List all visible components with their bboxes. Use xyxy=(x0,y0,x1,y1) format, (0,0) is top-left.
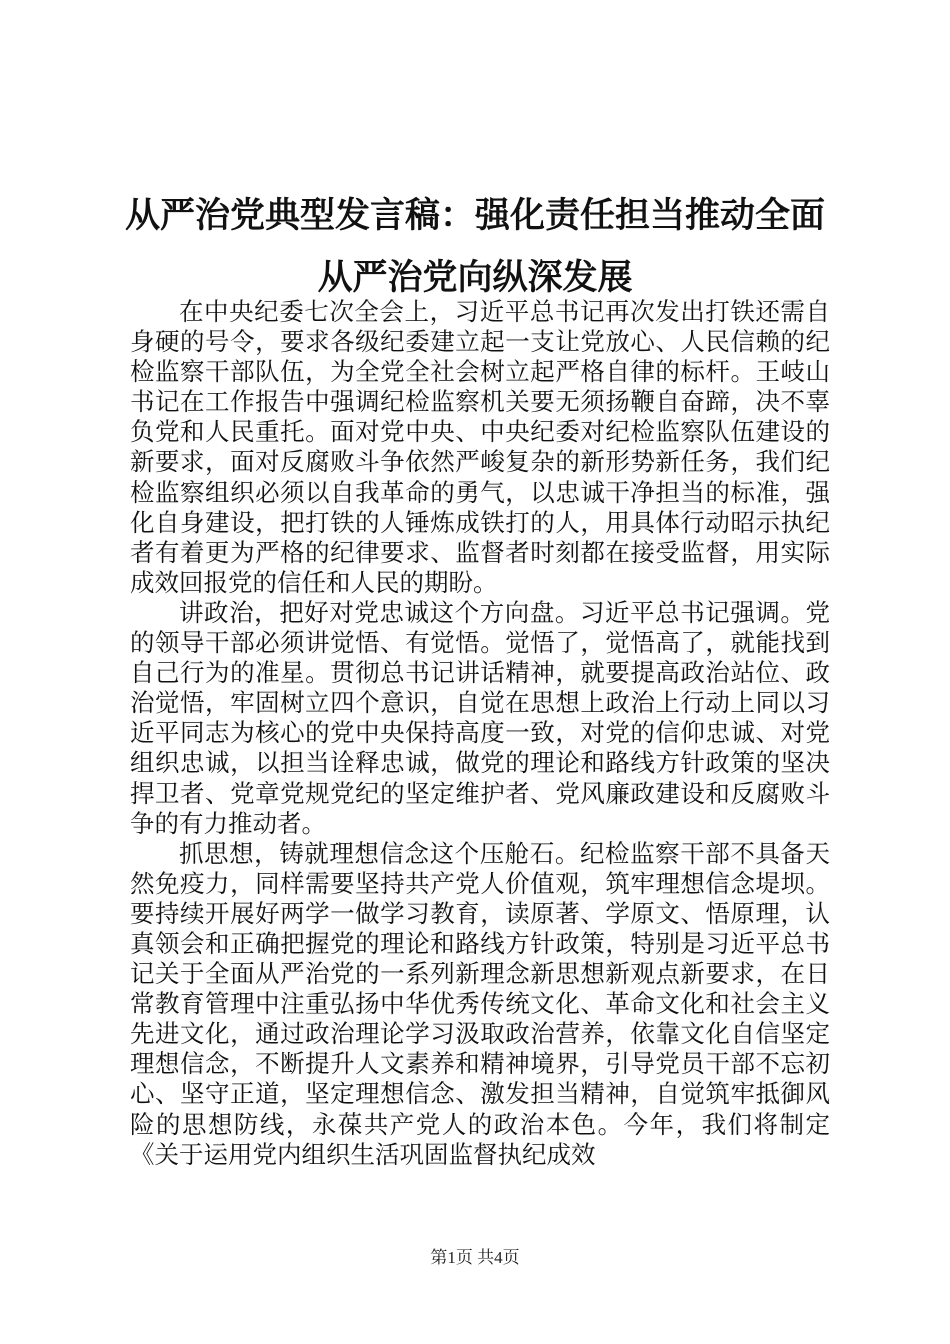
document-title-line-2: 从严治党向纵深发展 xyxy=(317,257,633,298)
document-body xyxy=(130,297,830,1170)
document-title-line-1: 从严治党典型发言稿：强化责任担当推动全面 xyxy=(124,195,825,236)
paragraph-1: 在中央纪委七次全会上，习近平总书记再次发出打铁还需自身硬的号令，要求各级纪委建立起一支让党放心、人民信赖的纪检监察干部队伍，为全党全社会树立起严格自律的标杆。王岐山书记在工作报告中强调纪检监察机关要无须扬鞭自奋蹄，决不辜负党和人民重托。面对党中央、中央纪委对纪检监察队伍建设的新要求，面对反腐败斗争依然严峻复杂的新形势新任务，我们纪检监察组织必须以自我革命的勇气，以忠诚干净担当的标准，强化自身建设，把打铁的人锤炼成铁打的人，用具体行动昭示执纪者有着更为严格的纪律要求、监督者时刻都在接受监督，用实际成效回报党的信任和人民的期盼。 xyxy=(130,297,830,597)
page-number-footer: 第1页 共4页 xyxy=(430,1248,520,1267)
paragraph-3: 抓思想，铸就理想信念这个压舱石。纪检监察干部不具备天然免疫力，同样需要坚持共产党人价值观，筑牢理想信念堤坝。要持续开展好两学一做学习教育，读原著、学原文、悟原理，认真领会和正确把握党的理论和路线方针政策，特别是习近平总书记关于全面从严治党的一系列新理念新思想新观点新要求，在日常教育管理中注重弘扬中华优秀传统文化、革命文化和社会主义先进文化，通过政治理论学习汲取政治营养，依靠文化自信坚定理想信念，不断提升人文素养和精神境界，引导党员干部不忘初心、坚守正道，坚定理想信念、激发担当精神，自觉筑牢抵御风险的思想防线，永葆共产党人的政治本色。今年，我们将制定《关于运用党内组织生活巩固监督执纪成效 xyxy=(130,838,830,1169)
paragraph-2: 讲政治，把好对党忠诚这个方向盘。习近平总书记强调。党的领导干部必须讲觉悟、有觉悟。觉悟了，觉悟高了，就能找到自己行为的准星。贯彻总书记讲话精神，就要提高政治站位、政治觉悟，牢固树立四个意识，自觉在思想上政治上行动上同以习近平同志为核心的党中央保持高度一致，对党的信仰忠诚、对党组织忠诚，以担当诠释忠诚，做党的理论和路线方针政策的坚决捍卫者、党章党规党纪的坚定维护者、党风廉政建设和反腐败斗争的有力推动者。 xyxy=(130,597,830,838)
